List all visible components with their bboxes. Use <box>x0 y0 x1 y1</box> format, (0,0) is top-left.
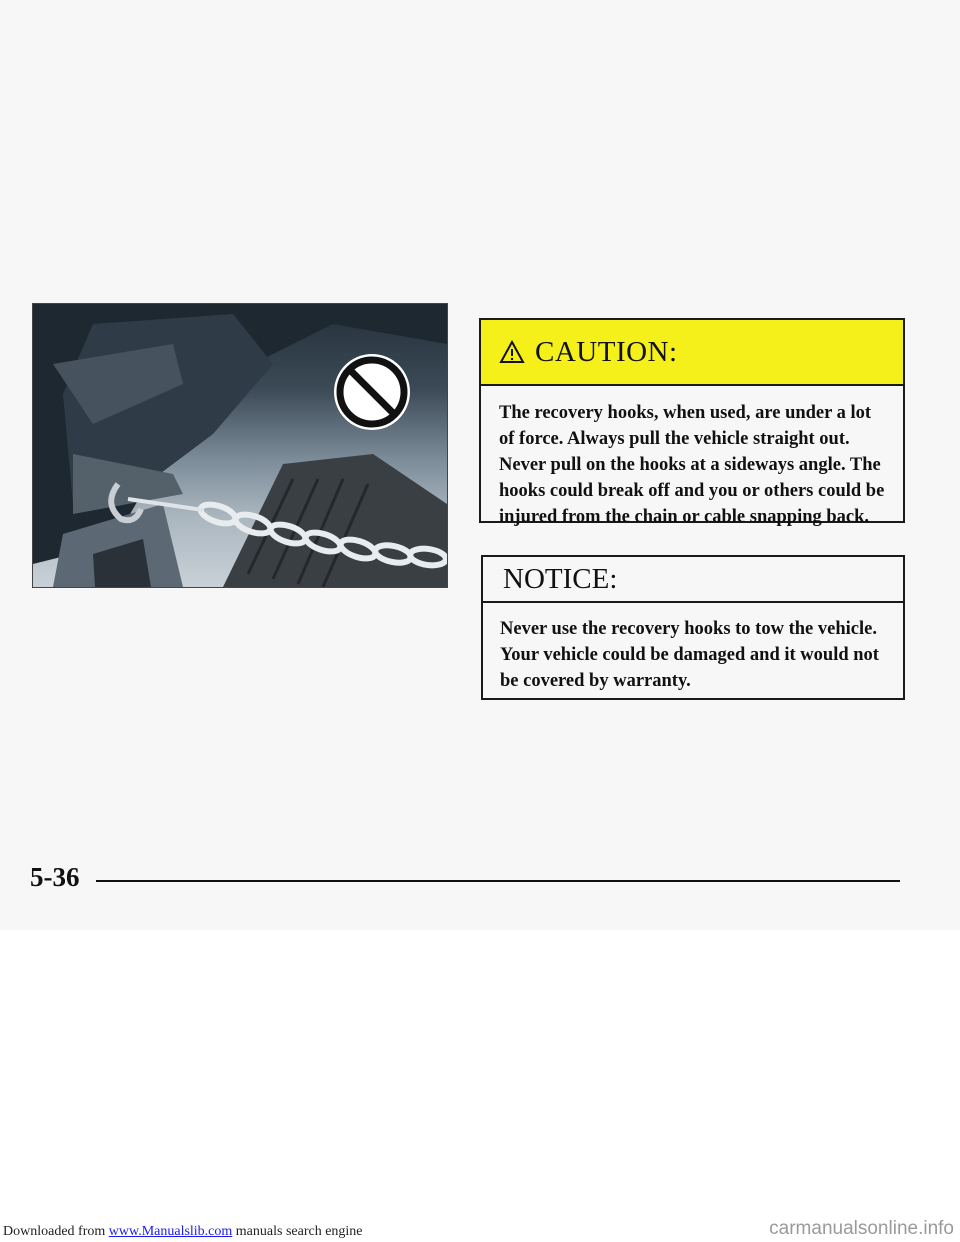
download-suffix: manuals search engine <box>232 1224 363 1239</box>
warning-triangle-icon <box>499 340 525 364</box>
page-margin <box>0 930 960 1242</box>
download-credit <box>3 1224 363 1240</box>
notice-box <box>481 555 905 700</box>
site-watermark: carmanualsonline.info <box>769 1218 954 1239</box>
notice-header <box>483 557 903 603</box>
notice-title: NOTICE: <box>503 562 618 595</box>
prohibition-icon <box>33 304 447 587</box>
footer-rule <box>96 880 900 882</box>
notice-text: Never use the recovery hooks to tow the vehicle. Your vehicle could be damaged and it would not be covered by warranty. <box>500 619 879 691</box>
recovery-hook-photo <box>32 303 448 588</box>
caution-title: CAUTION: <box>535 335 678 368</box>
page-number: 5-36 <box>30 862 80 892</box>
caution-text: The recovery hooks, when used, are under a lot of force. Always pull the vehicle straight out. Never pull on the hooks at a sideways angle. The hooks could break off and you or others could be injured from the chain or cable snapping back. <box>499 403 885 527</box>
download-prefix: Downloaded from <box>3 1224 109 1239</box>
caution-header <box>481 320 903 386</box>
manualslib-link[interactable]: www.Manualslib.com <box>108 1224 233 1239</box>
caution-box <box>479 318 905 527</box>
